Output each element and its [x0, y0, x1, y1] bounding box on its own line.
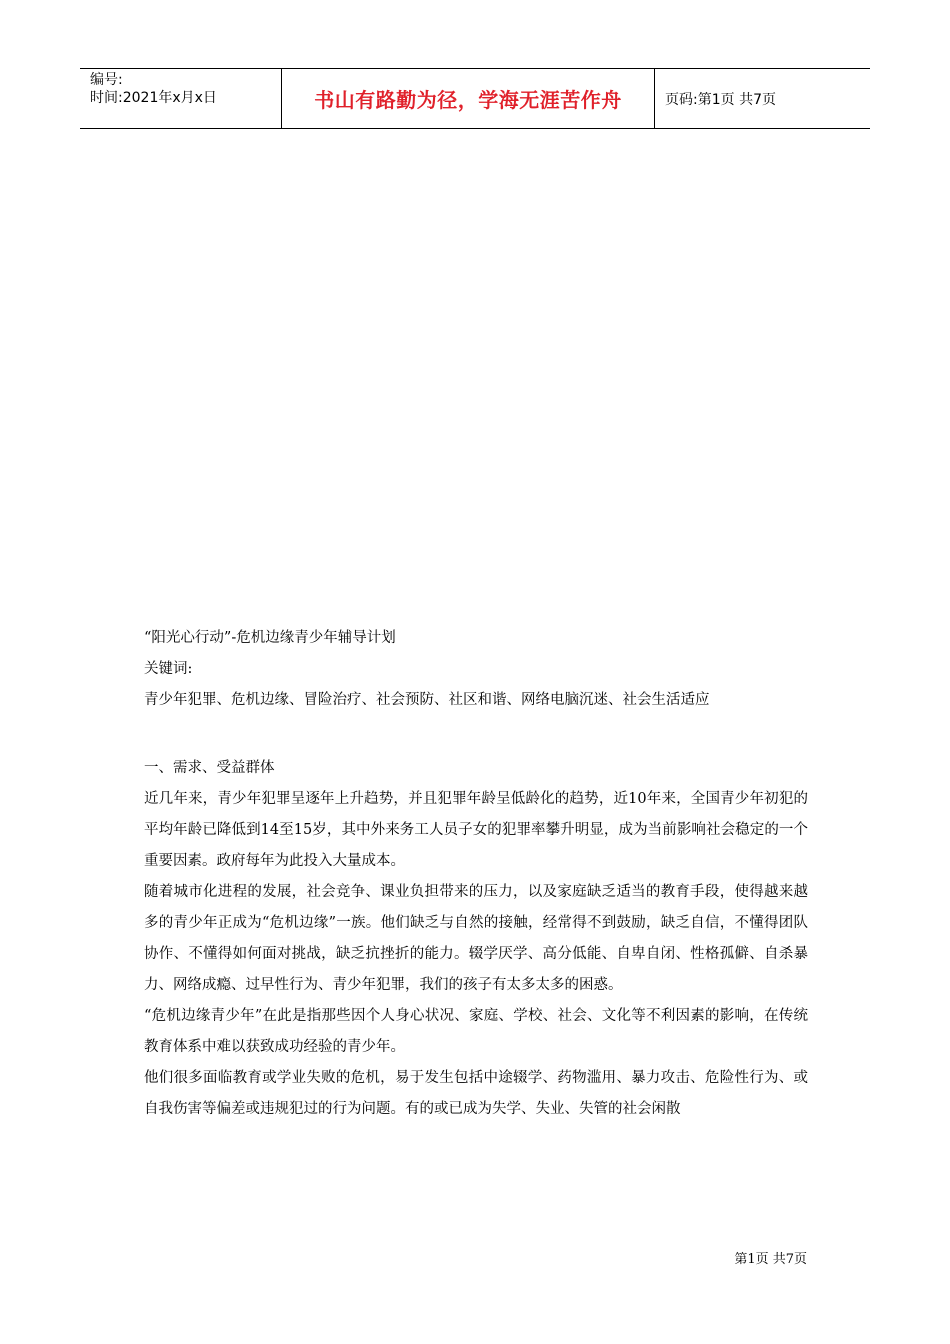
section-heading: 一、需求、受益群体 — [144, 760, 275, 776]
document-body — [144, 623, 808, 1125]
paragraph: 他们很多面临教育或学业失败的危机，易于发生包括中途辍学、药物滥用、暴力攻击、危险性行为、或自我伤害等偏差或违规犯过的行为问题。有的或已成为失学、失业、失管的社会闲散 — [144, 1070, 808, 1117]
header-meta-cell — [80, 69, 282, 128]
document-header — [80, 68, 870, 129]
header-page-cell — [655, 69, 870, 128]
motto-text: 书山有路勤为径，学海无涯苦作舟 — [314, 88, 622, 112]
number-label: 编号: — [90, 72, 123, 88]
paragraph: 近几年来，青少年犯罪呈逐年上升趋势，并且犯罪年龄呈低龄化的趋势，近10年来，全国青少年初犯的平均年龄已降低到14至15岁，其中外来务工人员子女的犯罪率攀升明显，成为当前影响社会稳定的一个重要因素。政府每年为此投入大量成本。 — [144, 791, 808, 869]
keywords-text: 青少年犯罪、危机边缘、冒险治疗、社会预防、社区和谐、网络电脑沉迷、社会生活适应 — [144, 692, 710, 708]
document-title: “阳光心行动”-危机边缘青少年辅导计划 — [144, 630, 396, 646]
footer-page-number: 第1页 共7页 — [734, 1252, 807, 1267]
header-motto-cell — [282, 69, 655, 128]
paragraph: “危机边缘青少年”在此是指那些因个人身心状况、家庭、学校、社会、文化等不利因素的影响，在传统教育体系中难以获致成功经验的青少年。 — [144, 1008, 808, 1055]
spacer — [144, 716, 808, 753]
header-page-info: 页码:第1页 共7页 — [665, 91, 776, 108]
keywords-label: 关键词: — [144, 661, 193, 677]
paragraph: 随着城市化进程的发展，社会竞争、课业负担带来的压力，以及家庭缺乏适当的教育手段，使得越来越多的青少年正成为“危机边缘”一族。他们缺乏与自然的接触，经常得不到鼓励，缺乏自信，不懂得团队协作、不懂得如何面对挑战，缺乏抗挫折的能力。辍学厌学、高分低能、自卑自闭、性格孤僻、自杀暴力、网络成瘾、过早性行为、青少年犯罪，我们的孩子有太多太多的困惑。 — [144, 884, 808, 993]
time-label: 时间:2021年x月x日 — [90, 90, 217, 106]
